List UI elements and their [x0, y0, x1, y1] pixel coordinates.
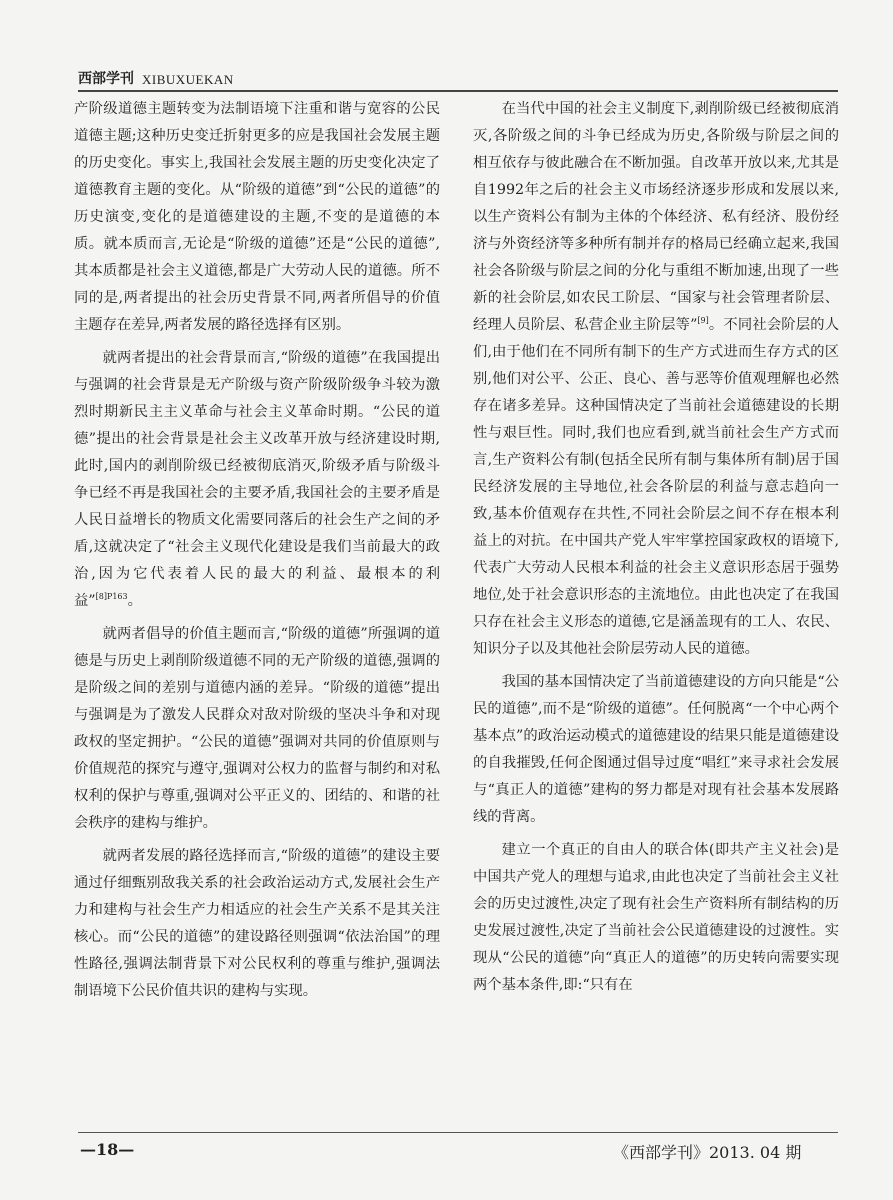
- page-number: —18—: [80, 1140, 135, 1159]
- paragraph-text: 在当代中国的社会主义制度下,剥削阶级已经被彻底消灭,各阶级之间的斗争已经成为历史,各阶级与阶层之间的相互依存与彼此融合在不断加强。自改革开放以来,尤其是自1992年之后的社会主义市场经济逐步形成和发展以来,以生产资料公有制为主体的个体经济、私有经济、股份经济与外资经济等多种所有制并存的格局已经确立起来,我国社会各阶级与阶层之间的分化与重组不断加速,出现了一些新的社会阶层,如农民工阶层、“国家与社会管理者阶层、经理人员阶层、私营企业主阶层等”: [473, 101, 839, 333]
- right-column: [473, 96, 839, 1005]
- paragraph: 产阶级道德主题转变为法制语境下注重和谐与宽容的公民道德主题;这种历史变迁折射更多的应是我国社会发展主题的历史变化。事实上,我国社会发展主题的历史变化决定了道德教育主题的变化。从“阶级的道德”到“公民的道德”的历史演变,变化的是道德建设的主题,不变的是道德的本质。就本质而言,无论是“阶级的道德”还是“公民的道德”,其本质都是社会主义道德,都是广大劳动人民的道德。所不同的是,两者提出的社会历史背景不同,两者所倡导的价值主题存在差异,两者发展的路径选择有区别。: [74, 101, 440, 333]
- paragraph: 我国的基本国情决定了当前道德建设的方向只能是“公民的道德”,而不是“阶级的道德”。任何脱离“一个中心两个基本点”的政治运动模式的道德建设的结果只能是道德建设的自我摧毁,任何企图通过倡导过度“唱红”来寻求社会发展与“真正人的道德”建构的努力都是对现有社会基本发展路线的背离。: [473, 674, 839, 825]
- paragraph: 就两者倡导的价值主题而言,“阶级的道德”所强调的道德是与历史上剥削阶级道德不同的无产阶级的道德,强调的是阶级之间的差别与道德内涵的差异。“阶级的道德”提出与强调是为了激发人民群众对敌对阶级的坚决斗争和对现政权的坚定拥护。“公民的道德”强调对共同的价值原则与价值规范的探究与遵守,强调对公权力的监督与制约和对私权利的保护与尊重,强调对公平正义的、团结的、和谐的社会秩序的建构与维护。: [74, 626, 440, 831]
- paragraph: [74, 345, 440, 615]
- paragraph: [473, 96, 839, 663]
- paragraph-text: 。不同社会阶层的人们,由于他们在不同所有制下的生产方式进而生存方式的区别,他们对公平、公正、良心、善与恶等价值观理解也必然存在诸多差异。这种国情决定了当前社会道德建设的长期性与艰巨性。同时,我们也应看到,就当前社会生产方式而言,生产资料公有制(包括全民所有制与集体所有制)居于国民经济发展的主导地位,社会各阶层的利益与意志趋向一致,基本价值观存在共性,不同社会阶层之间不存在根本利益上的对抗。在中国共产党人牢牢掌控国家政权的语境下,代表广大劳动人民根本利益的社会主义意识形态居于强势地位,处于社会意识形态的主流地位。由此也决定了在我国只存在社会主义形态的道德,它是涵盖现有的工人、农民、知识分子以及其他社会阶层劳动人民的道德。: [473, 317, 840, 657]
- paragraph-end: 。: [127, 593, 142, 609]
- running-header: [78, 62, 838, 88]
- footer-divider: [78, 1132, 838, 1133]
- paragraph: 就两者发展的路径选择而言,“阶级的道德”的建设主要通过仔细甄别敌我关系的社会政治运动方式,发展社会生产力和建构与社会生产力相适应的社会生产关系不是其关注核心。而“公民的道德”的建设路径则强调“依法治国”的理性路径,强调法制背景下对公民权利的尊重与维护,强调法制语境下公民价值共识的建构与实现。: [74, 848, 440, 999]
- journal-title-en: XIBUXUEKAN: [142, 72, 234, 87]
- journal-title-cn: 西部学刊: [78, 71, 134, 87]
- citation-ref: [8]P163: [95, 592, 128, 602]
- paragraph: 建立一个真正的自由人的联合体(即共产主义社会)是中国共产党人的理想与追求,由此也决定了当前社会主义社会的历史过渡性,决定了现有社会生产资料所有制结构的历史发展过渡性,决定了当前社会公民道德建设的过渡性。实现从“公民的道德”向“真正人的道德”的历史转向需要实现两个基本条件,即:“只有在: [473, 842, 839, 993]
- paragraph-text: 就两者提出的社会背景而言,“阶级的道德”在我国提出与强调的社会背景是无产阶级与资产阶级阶级争斗较为激烈时期新民主主义革命与社会主义革命时期。“公民的道德”提出的社会背景是社会主义改革开放与经济建设时期,此时,国内的剥削阶级已经被彻底消灭,阶级矛盾与阶级斗争已经不再是我国社会的主要矛盾,我国社会的主要矛盾是人民日益增长的物质文化需要同落后的社会生产之间的矛盾,这就决定了“社会主义现代化建设是我们当前最大的政治,因为它代表着人民的最大的利益、最根本的利益”: [74, 350, 440, 609]
- left-column: [74, 96, 440, 1011]
- citation-ref: [9]: [697, 316, 709, 326]
- header-divider: [78, 90, 838, 92]
- issue-label: 《西部学刊》2013. 04 期: [613, 1143, 802, 1162]
